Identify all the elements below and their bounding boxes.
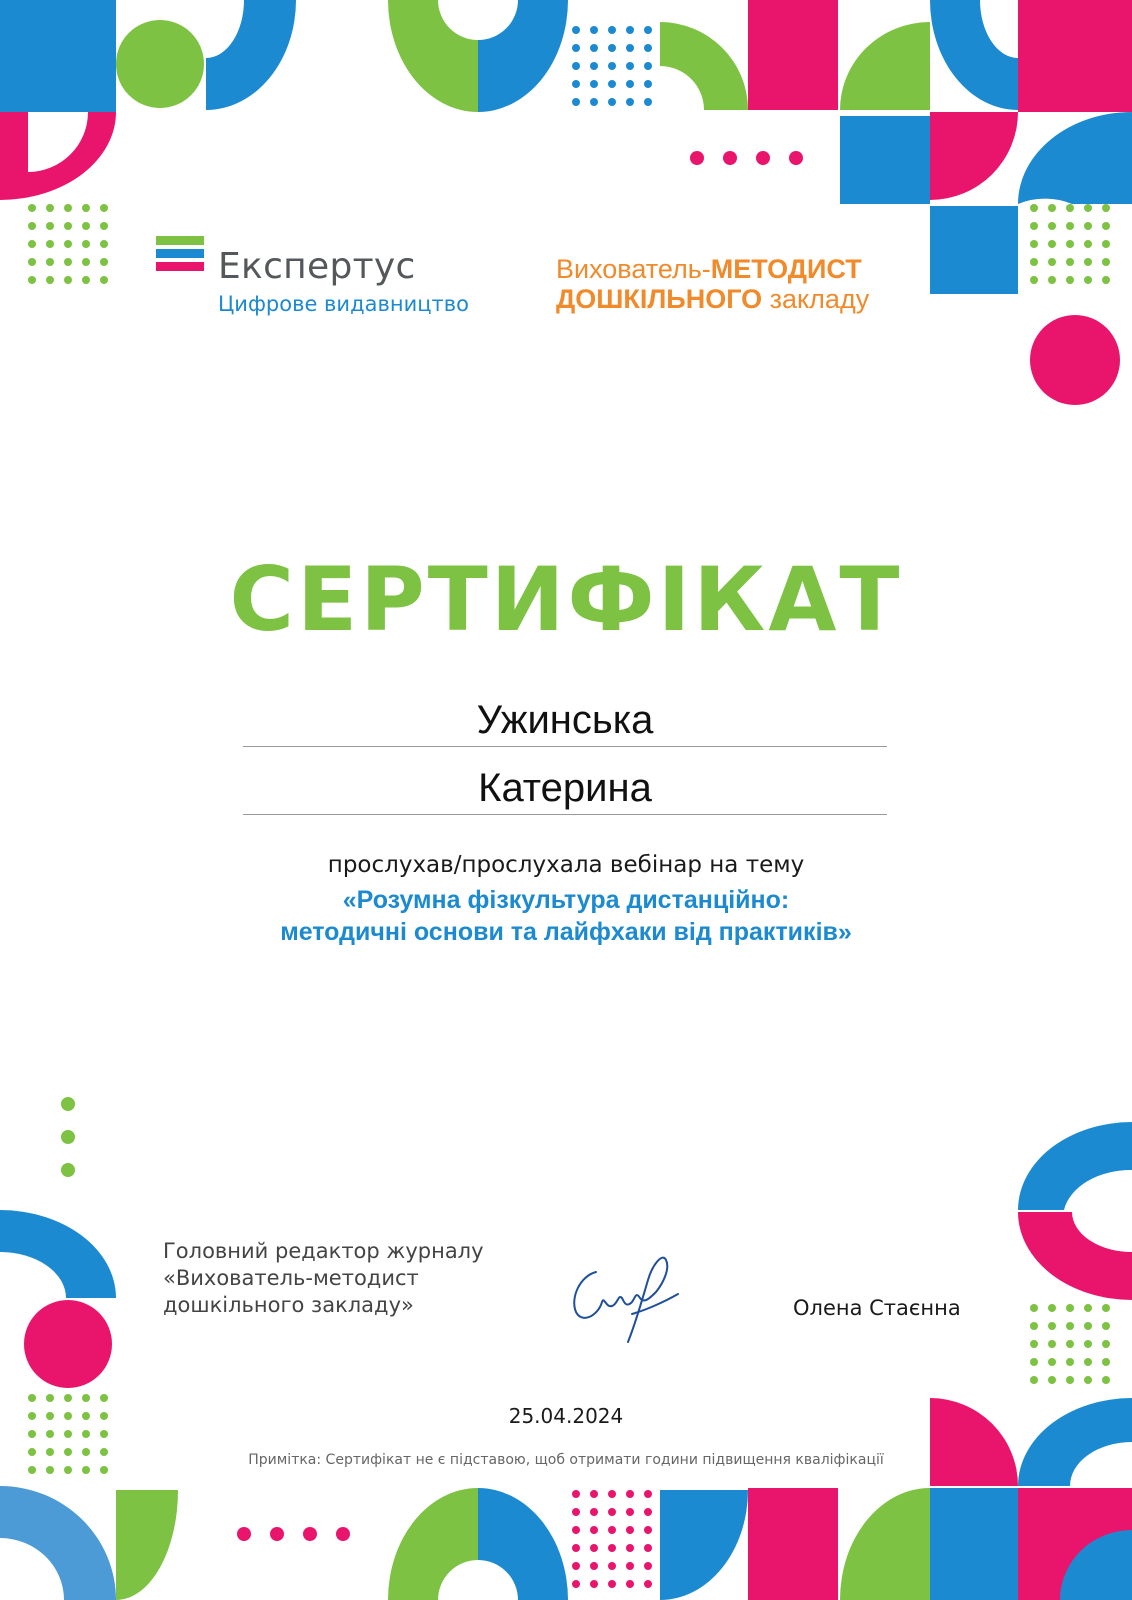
editor-line: «Вихователь-методист — [163, 1266, 419, 1290]
recipient-first-name: Катерина — [478, 766, 652, 810]
journal-line1-regular: Вихователь- — [556, 254, 711, 284]
editor-line: Головний редактор журналу — [163, 1239, 484, 1263]
name-underline — [243, 814, 887, 815]
recipient-surname: Ужинська — [476, 698, 654, 742]
journal-logo-line1 — [556, 254, 862, 285]
journal-line1-bold: МЕТОДИСТ — [710, 254, 862, 284]
handwritten-signature — [566, 1232, 686, 1352]
journal-line2-bold: ДОШКІЛЬНОГО — [556, 284, 763, 314]
journal-logo-line2 — [556, 284, 869, 315]
certificate-title: СЕРТИФІКАТ — [229, 548, 903, 651]
expertus-logo-icon — [156, 236, 204, 275]
editor-position — [163, 1238, 484, 1319]
webinar-topic-line2: методичні основи та лайфхаки від практиків» — [280, 918, 852, 946]
brand-tagline: Цифрове видавництво — [218, 292, 469, 316]
brand-name: Експертус — [218, 246, 416, 287]
journal-line2-regular: закладу — [762, 284, 870, 314]
editor-line: дошкільного закладу» — [163, 1293, 414, 1317]
signer-name: Олена Стаєнна — [793, 1296, 961, 1320]
completion-statement: прослухав/прослухала вебінар на тему — [327, 852, 805, 878]
webinar-topic-line1: «Розумна фізкультура дистанційно: — [342, 886, 790, 914]
name-underline — [243, 746, 887, 747]
footnote: Примітка: Сертифікат не є підставою, щоб отримати години підвищення кваліфікації — [248, 1452, 884, 1468]
issue-date: 25.04.2024 — [508, 1404, 624, 1428]
